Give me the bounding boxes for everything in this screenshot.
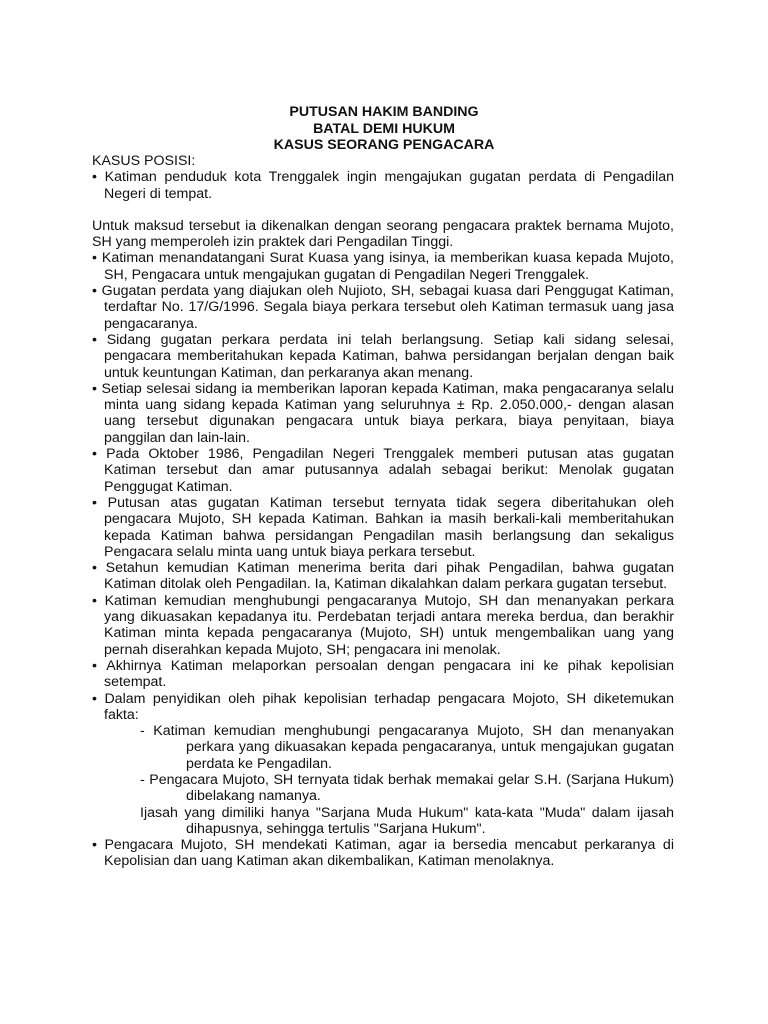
intro-paragraph: Untuk maksud tersebut ia dikenalkan dengan seorang pengacara praktek bernama Mujoto, SH yang memperoleh izin praktek dari Pengadilan Tinggi.	[92, 217, 674, 251]
title-line-2: BATAL DEMI HUKUM	[313, 120, 455, 137]
bullet-item: • Pengacara Mujoto, SH mendekati Katiman, agar ia bersedia mencabut perkaranya di Kepolisian dan uang Katiman akan dikembalikan, Katiman menolaknya.	[92, 837, 674, 870]
fact-item: - Katiman kemudian menghubungi pengacaranya Mujoto, SH dan menanyakan perkara yang dikuasakan kepada pengacaranya, untuk mengajukan gugatan perdata ke Pengadilan.	[140, 723, 674, 772]
section-heading: KASUS POSISI:	[92, 153, 196, 169]
bullet-item: • Gugatan perdata yang diajukan oleh Nujioto, SH, sebagai kuasa dari Penggugat Katiman, terdaftar No. 17/G/1996. Segala biaya perkara tersebut oleh Katiman termasuk uang jasa pengacaranya.	[92, 283, 674, 332]
document-body	[92, 153, 674, 870]
title-line-3: KASUS SEORANG PENGACARA	[273, 137, 495, 153]
bullet-item: • Setiap selesai sidang ia memberikan laporan kepada Katiman, maka pengacaranya selalu minta uang sidang kepada Katiman yang seluruhnya ± Rp. 2.050.000,- dengan alasan uang tersebut digunakan pengacara untuk biaya perkara, biaya penyitaan, biaya panggilan dan lain-lain.	[92, 381, 674, 446]
title-line-1: PUTUSAN HAKIM BANDING	[289, 104, 479, 120]
intro-bullet: • Katiman penduduk kota Trenggalek ingin mengajukan gugatan perdata di Pengadilan Negeri di tempat.	[92, 169, 674, 202]
bullet-item: • Pada Oktober 1986, Pengadilan Negeri Trenggalek memberi putusan atas gugatan Katiman tersebut dan amar putusannya adalah sebagai berikut: Menolak gugatan Penggugat Katiman.	[92, 446, 674, 495]
fact-item: - Pengacara Mujoto, SH ternyata tidak berhak memakai gelar S.H. (Sarjana Hukum) dibelakang namanya.	[140, 771, 674, 805]
bullet-item: • Akhirnya Katiman melaporkan persoalan dengan pengacara ini ke pihak kepolisian setempat.	[92, 658, 674, 691]
document-title	[0, 104, 768, 154]
fact-note: Ijasah yang dimiliki hanya "Sarjana Muda Hukum" kata-kata "Muda" dalam ijasah dihapusnya, sehingga tertulis "Sarjana Hukum".	[140, 804, 674, 837]
bullet-item: • Katiman menandatangani Surat Kuasa yang isinya, ia memberikan kuasa kepada Mujoto, SH, Pengacara untuk mengajukan gugatan di Pengadilan Negeri Trenggalek.	[92, 250, 674, 283]
bullet-item: • Putusan atas gugatan Katiman tersebut ternyata tidak segera diberitahukan oleh pengacara Mujoto, SH kepada Katiman. Bahkan ia masih berkali-kali memberitahukan kepada Katiman bahwa persidangan Pengadilan masih berlangsung dan sekaligus Pengacara selalu minta uang untuk biaya perkara tersebut.	[92, 495, 674, 560]
bullet-item: • Setahun kemudian Katiman menerima berita dari pihak Pengadilan, bahwa gugatan Katiman ditolak oleh Pengadilan. Ia, Katiman dikalahkan dalam perkara gugatan tersebut.	[92, 560, 674, 593]
bullet-item: • Sidang gugatan perkara perdata ini telah berlangsung. Setiap kali sidang selesai, pengacara memberitahukan kepada Katiman, bahwa persidangan berjalan dengan baik untuk keuntungan Katiman, dan perkaranya akan menang.	[92, 332, 674, 381]
paragraph-gap	[92, 202, 674, 218]
bullet-item: • Katiman kemudian menghubungi pengacaranya Mutojo, SH dan menanyakan perkara yang dikuasakan kepadanya itu. Perdebatan terjadi antara mereka berdua, dan berakhir Katiman minta kepada pengacaranya (Mujoto, SH) untuk mengembalikan uang yang pernah diserahkan kepada Mujoto, SH; pengacara ini menolak.	[92, 593, 674, 658]
bullet-item: • Dalam penyidikan oleh pihak kepolisian terhadap pengacara Mojoto, SH diketemukan fakta:	[92, 691, 674, 724]
